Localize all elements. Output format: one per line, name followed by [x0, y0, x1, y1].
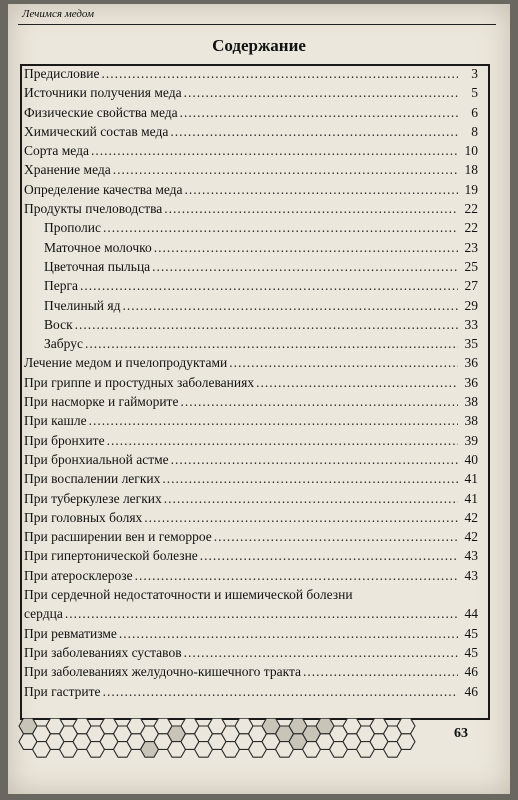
toc-leader-dots: [103, 220, 458, 236]
toc-leader-dots: [162, 471, 458, 487]
toc-entry-page: 22: [464, 220, 478, 236]
toc-entry-page: 39: [464, 432, 478, 448]
toc-leader-dots: [303, 664, 458, 680]
toc-entry-page: 36: [464, 374, 478, 390]
toc-leader-dots: [107, 433, 458, 449]
toc-entry-page: 35: [464, 336, 478, 352]
toc-leader-dots: [91, 143, 458, 159]
page-number: 63: [454, 726, 468, 741]
toc-entry-page: 23: [464, 239, 478, 255]
toc-entry-label: Продукты пчеловодства: [24, 201, 163, 217]
toc-entry: [24, 626, 478, 645]
toc-entry-page: 6: [471, 104, 478, 120]
toc-leader-dots: [185, 182, 458, 198]
toc-entry: [24, 278, 478, 297]
toc-entry-label: Перга: [44, 278, 79, 294]
toc-entry-page: 29: [464, 297, 478, 313]
toc-entry-page: 38: [464, 413, 478, 429]
toc-entry-page: 22: [464, 201, 478, 217]
toc-entry: [24, 124, 478, 143]
toc-entry: [24, 317, 478, 336]
toc-leader-dots: [164, 201, 458, 217]
toc-entry-page: 45: [464, 625, 478, 641]
page-title: Содержание: [212, 36, 306, 55]
toc-entry-label: При гриппе и простудных заболеваниях: [24, 374, 255, 390]
toc-entry-label: Лечение медом и пчелопродуктами: [24, 355, 228, 371]
toc-leader-dots: [200, 548, 458, 564]
toc-entry: [24, 394, 478, 413]
toc-entry-label: Физические свойства меда: [24, 104, 178, 120]
toc-entry-label: Прополис: [44, 220, 101, 236]
toc-entry-label: Пчелиный яд: [44, 297, 121, 313]
toc-entry-label: При головных болях: [24, 509, 143, 525]
toc-leader-dots: [113, 162, 458, 178]
toc-entry: [24, 452, 478, 471]
toc-entry: [24, 433, 478, 452]
toc-leader-dots: [80, 278, 458, 294]
toc-leader-dots: [144, 510, 458, 526]
toc-entry-label: Химический состав меда: [24, 123, 169, 139]
toc-entry-page: 40: [464, 451, 478, 467]
toc-entry: [24, 220, 478, 239]
toc-entry-page: 8: [471, 123, 478, 139]
toc-entry: [24, 529, 478, 548]
toc-leader-dots: [101, 66, 458, 82]
toc-entry: [24, 143, 478, 162]
toc-entry-page: 27: [464, 278, 478, 294]
toc-leader-dots: [135, 568, 458, 584]
toc-entry-label: Воск: [44, 316, 73, 332]
toc-leader-dots: [152, 259, 458, 275]
toc-entry-label: При заболеваниях суставов: [24, 644, 182, 660]
toc-entry-page: 45: [464, 644, 478, 660]
toc-entry: [24, 413, 478, 432]
toc-entry-page: 43: [464, 567, 478, 583]
toc-entry-label: При атеросклерозе: [24, 567, 133, 583]
toc-entry-label: Цветочная пыльца: [44, 258, 151, 274]
header-rule: [18, 24, 496, 25]
toc-entry: [24, 568, 478, 587]
toc-leader-dots: [214, 529, 458, 545]
toc-leader-dots: [122, 298, 458, 314]
toc-entry: [24, 684, 478, 703]
toc-entry-label: При бронхите: [24, 432, 105, 448]
toc-entry-page: 43: [464, 548, 478, 564]
toc-entry-label: Забрус: [44, 336, 83, 352]
toc-leader-dots: [184, 85, 458, 101]
toc-leader-dots: [170, 124, 458, 140]
toc-entry-label: Источники получения меда: [24, 85, 182, 101]
toc-entry-page: 46: [464, 683, 478, 699]
toc-leader-dots: [154, 240, 458, 256]
toc-leader-dots: [180, 105, 458, 121]
toc-entry: [24, 664, 478, 683]
toc-entry-label: сердца: [24, 606, 63, 622]
toc-entry: [24, 240, 478, 259]
toc-entry: [24, 471, 478, 490]
toc-entry-label: При ревматизме: [24, 625, 117, 641]
toc-entry: [24, 85, 478, 104]
toc-entry-page: 25: [464, 258, 478, 274]
honeycomb-cell: [397, 718, 415, 734]
toc-entry: [24, 259, 478, 278]
toc-entry-page: 44: [464, 606, 478, 622]
toc-entry-page: 41: [464, 490, 478, 506]
toc-entry-label: При кашле: [24, 413, 87, 429]
toc-entry: [24, 298, 478, 317]
toc-leader-dots: [65, 606, 458, 622]
toc-entry-page: 3: [471, 66, 478, 81]
toc-entry: [24, 587, 478, 606]
toc-leader-dots: [184, 645, 458, 661]
toc-entry-label: Определение качества меда: [24, 181, 183, 197]
toc-entry: [24, 491, 478, 510]
toc-entry-page: 36: [464, 355, 478, 371]
toc-entry-page: 18: [464, 162, 478, 178]
toc-entry: [24, 182, 478, 201]
toc-entry: [24, 336, 478, 355]
toc-leader-dots: [75, 317, 458, 333]
toc-entry-page: 33: [464, 316, 478, 332]
toc-entry: [24, 355, 478, 374]
toc-entry: [24, 162, 478, 181]
toc-entry: [24, 548, 478, 567]
toc-entry-label: При гастрите: [24, 683, 101, 699]
toc-entry-label: Предисловие: [24, 66, 100, 81]
toc-entry-label: Хранение меда: [24, 162, 111, 178]
table-of-contents: [24, 66, 478, 703]
running-head: Лечимся медом: [22, 8, 94, 20]
toc-entry-label: При туберкулезе легких: [24, 490, 162, 506]
toc-leader-dots: [89, 413, 458, 429]
toc-entry: [24, 66, 478, 85]
toc-leader-dots: [164, 491, 458, 507]
toc-entry: [24, 645, 478, 664]
toc-entry-page: 38: [464, 394, 478, 410]
toc-leader-dots: [180, 394, 458, 410]
honeycomb-cell: [397, 734, 415, 750]
toc-entry-label: При сердечной недостаточности и ишемической болезни: [24, 587, 353, 603]
toc-entry: [24, 201, 478, 220]
toc-leader-dots: [171, 452, 458, 468]
toc-entry-page: 5: [471, 85, 478, 101]
toc-leader-dots: [256, 375, 458, 391]
toc-entry-label: При бронхиальной астме: [24, 451, 169, 467]
toc-leader-dots: [103, 684, 458, 700]
toc-entry-page: 41: [464, 471, 478, 487]
toc-entry-page: 46: [464, 664, 478, 680]
toc-entry: [24, 375, 478, 394]
toc-entry-label: Маточное молочко: [44, 239, 152, 255]
toc-entry-page: 19: [464, 181, 478, 197]
toc-entry: [24, 510, 478, 529]
toc-entry-label: При воспалении легких: [24, 471, 161, 487]
honeycomb-decoration: [18, 718, 450, 764]
toc-leader-dots: [85, 336, 458, 352]
toc-leader-dots: [229, 355, 458, 371]
toc-entry-label: При гипертонической болезне: [24, 548, 198, 564]
toc-leader-dots: [119, 626, 458, 642]
toc-entry-label: При заболеваниях желудочно-кишечного тракта: [24, 664, 302, 680]
toc-entry-label: При насморке и гайморите: [24, 394, 179, 410]
toc-entry-label: При расширении вен и геморрое: [24, 529, 212, 545]
toc-entry-label: Сорта меда: [24, 143, 89, 159]
toc-entry-page: 42: [464, 509, 478, 525]
toc-entry-page: 42: [464, 529, 478, 545]
toc-entry: [24, 606, 478, 625]
toc-entry: [24, 105, 478, 124]
toc-entry-page: 10: [464, 143, 478, 159]
